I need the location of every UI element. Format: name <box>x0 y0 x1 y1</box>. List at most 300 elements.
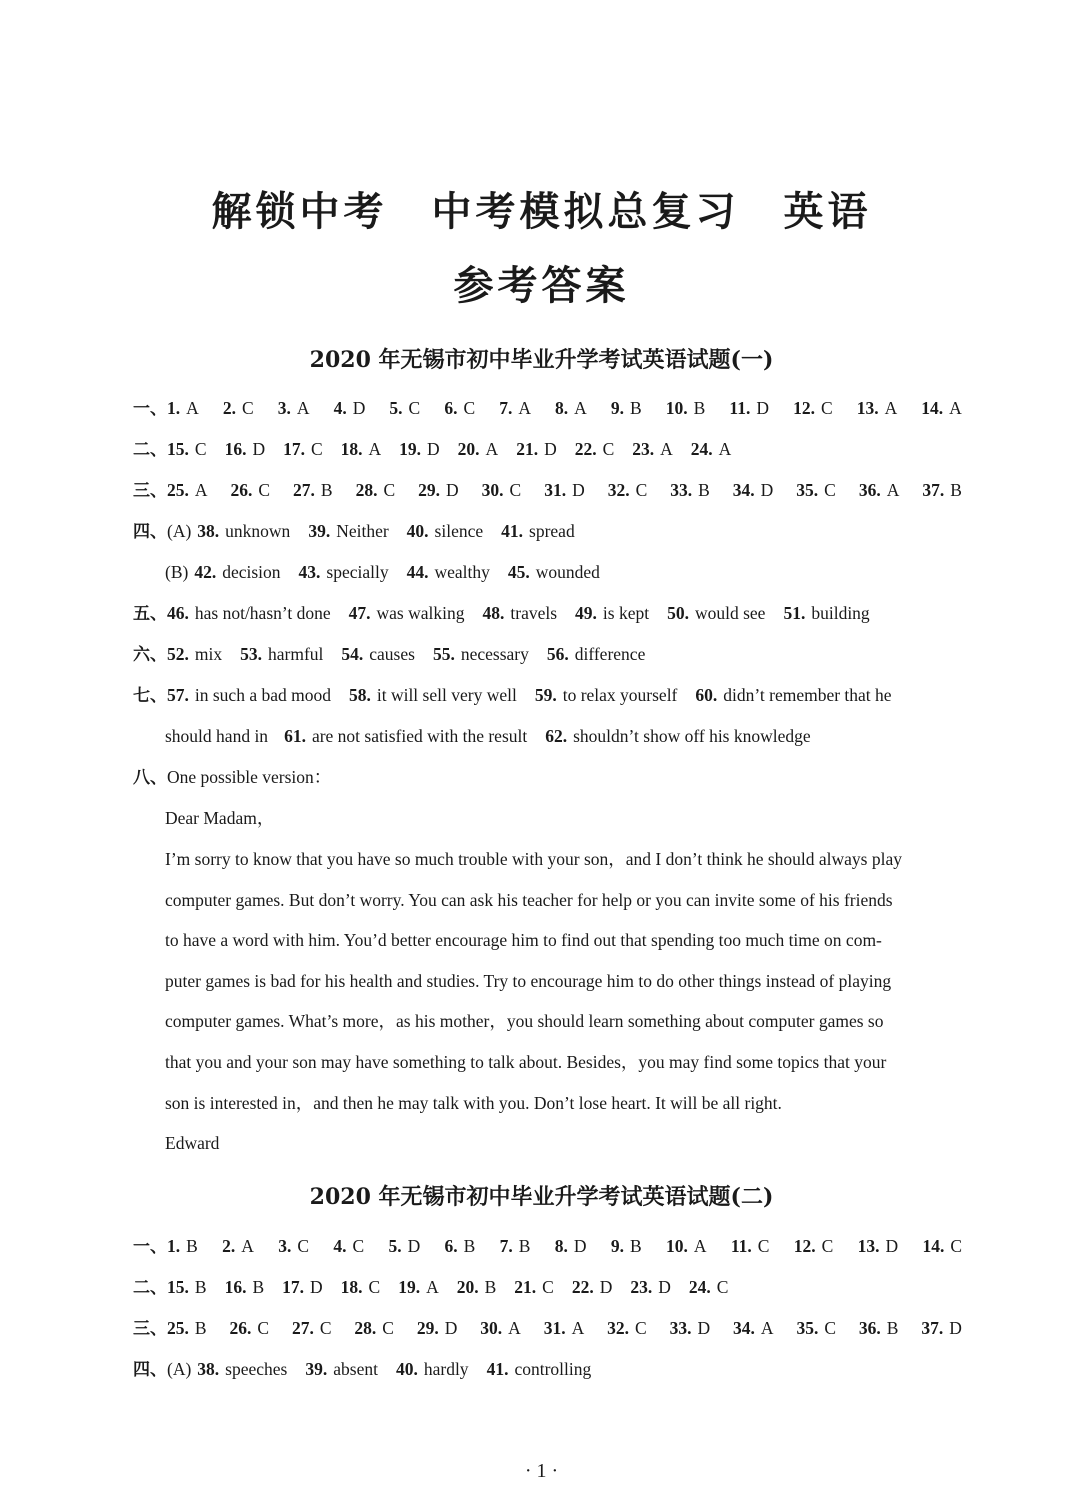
essay-line: to have a word with him. You’d better encourage him to find out that spending too much time on com- <box>165 930 882 951</box>
question-number: 7. <box>499 398 513 418</box>
answer-item <box>611 1234 642 1258</box>
answer-text: decision <box>222 562 281 582</box>
answer-text: C <box>602 439 615 459</box>
question-number: 61. <box>284 726 306 746</box>
answer-text: B <box>194 1318 207 1338</box>
question-number: 24. <box>688 1277 711 1297</box>
answer-item <box>487 1359 592 1379</box>
answer-item <box>607 1316 647 1340</box>
answer-text: controlling <box>514 1359 592 1379</box>
question-number: 55. <box>432 644 455 664</box>
question-number: 40. <box>395 1359 418 1379</box>
answer-text: are not satisfied with the result <box>311 726 528 746</box>
question-number: 38. <box>197 1359 220 1379</box>
answer-text: A <box>718 439 732 459</box>
question-number: 38. <box>197 521 220 541</box>
question-number: 31. <box>543 1318 566 1338</box>
answer-text: D <box>885 1236 899 1256</box>
question-number: 15. <box>167 1277 189 1297</box>
answer-item <box>167 1277 207 1297</box>
answer-item <box>167 439 207 459</box>
answer-text: wounded <box>535 562 600 582</box>
test2-heading: 2020 年无锡市初中毕业升学考试英语试题(二) <box>309 1184 774 1210</box>
answer-item <box>670 1316 711 1340</box>
answer-item <box>689 1277 729 1297</box>
answer-item <box>278 1234 309 1258</box>
question-number: 21. <box>516 439 539 459</box>
answer-text: C <box>368 1277 381 1297</box>
answer-item <box>921 1316 962 1340</box>
question-number: 27. <box>291 1318 314 1338</box>
question-number: 9. <box>610 1236 624 1256</box>
answer-text: C <box>824 1318 837 1338</box>
question-number: 12. <box>793 398 815 418</box>
question-number: 5. <box>389 398 403 418</box>
answer-item <box>231 478 271 502</box>
answer-text: B <box>698 480 710 500</box>
answer-text: C <box>820 398 833 418</box>
question-number: 10. <box>665 1236 688 1256</box>
answer-text: is kept <box>602 603 650 623</box>
answer-item <box>407 521 483 541</box>
answer-item <box>240 644 323 664</box>
question-number: 19. <box>399 439 422 459</box>
question-number: 31. <box>544 480 567 500</box>
question-number: 9. <box>610 398 625 418</box>
answer-text: B <box>186 1236 198 1256</box>
answer-item <box>458 439 499 459</box>
essay-line: computer games. What’s more，as his mother，you should learn something about computer games so <box>165 1011 884 1032</box>
answer-item <box>278 396 310 420</box>
test1-sec5-row <box>133 601 963 626</box>
question-number: 30. <box>480 1318 503 1338</box>
section-prefix: 一、 <box>133 1237 167 1257</box>
question-number: 37. <box>921 1318 944 1338</box>
question-number: 39. <box>308 521 331 541</box>
answer-item <box>398 1277 439 1297</box>
answer-text: D <box>599 1277 613 1297</box>
section-prefix: 八、 <box>133 768 167 788</box>
essay-line: puter games is bad for his health and studies. Try to encourage him to do other things instead of playing <box>165 970 892 991</box>
part-label: (B) <box>165 562 189 582</box>
answer-item <box>794 1234 834 1258</box>
question-number: 18. <box>340 1277 363 1297</box>
answer-continuation: should hand in <box>165 726 269 746</box>
answer-text: D <box>407 1236 421 1256</box>
answer-text: C <box>310 439 323 459</box>
answer-text: B <box>252 1277 265 1297</box>
test1-sec2-row <box>133 437 963 462</box>
question-number: 25. <box>167 480 189 500</box>
question-number: 6. <box>444 1236 458 1256</box>
answer-item <box>922 478 962 502</box>
answer-text: A <box>485 439 499 459</box>
question-number: 16. <box>224 439 247 459</box>
answer-text: C <box>258 480 271 500</box>
question-number: 32. <box>607 1318 630 1338</box>
answer-text: would see <box>694 603 766 623</box>
test2-sec3-row <box>133 1316 963 1341</box>
answer-item <box>796 478 836 502</box>
answer-item <box>282 1277 323 1297</box>
test1-heading: 2020 年无锡市初中毕业升学考试英语试题(一) <box>309 347 774 373</box>
answer-item <box>516 439 557 459</box>
answer-item <box>341 439 382 459</box>
question-number: 26. <box>230 480 253 500</box>
test2-sec2-row <box>133 1275 963 1300</box>
answer-text: C <box>257 1318 270 1338</box>
question-number: 17. <box>283 439 305 459</box>
question-number: 21. <box>514 1277 537 1297</box>
part-label: (A) <box>167 521 192 541</box>
answer-text: C <box>757 1236 770 1256</box>
test1-sec7-row-cont <box>165 724 995 748</box>
question-number: 12. <box>793 1236 816 1256</box>
question-number: 4. <box>333 398 347 418</box>
answer-text: D <box>573 1236 587 1256</box>
question-number: 57. <box>167 685 189 705</box>
answer-text: specially <box>326 562 389 582</box>
answer-text: A <box>760 1318 774 1338</box>
answer-item <box>544 478 585 502</box>
answer-item <box>547 644 645 664</box>
test1-sec3-row <box>133 478 963 503</box>
document-subtitle: 参考答案 <box>453 262 630 309</box>
question-number: 28. <box>354 1318 377 1338</box>
answer-text: B <box>886 1318 899 1338</box>
essay-signoff: Edward <box>165 1133 220 1153</box>
essay-line: son is interested in，and then he may talk with you. Don’t lose heart. It will be all right. <box>165 1092 782 1113</box>
answer-item <box>293 478 333 502</box>
answer-text: absent <box>333 1359 378 1379</box>
section-prefix: 五、 <box>133 604 167 624</box>
essay-greeting: Dear Madam， <box>165 808 275 828</box>
question-number: 22. <box>574 439 597 459</box>
answer-item <box>167 644 222 664</box>
question-number: 34. <box>732 480 755 500</box>
question-number: 40. <box>406 521 429 541</box>
answer-text: B <box>950 480 962 500</box>
answer-item <box>729 396 769 420</box>
answer-text: B <box>463 1236 476 1256</box>
question-number: 3. <box>277 398 291 418</box>
question-number: 20. <box>457 439 480 459</box>
answer-text: A <box>571 1318 585 1338</box>
answer-text: C <box>241 398 254 418</box>
question-number: 28. <box>355 480 378 500</box>
question-number: 4. <box>333 1236 347 1256</box>
answer-item <box>229 1316 269 1340</box>
section-prefix: 六、 <box>133 645 167 665</box>
question-number: 37. <box>922 480 945 500</box>
answer-item <box>418 478 459 502</box>
question-number: 33. <box>669 1318 692 1338</box>
question-number: 23. <box>630 1277 653 1297</box>
answer-text: A <box>426 1277 439 1297</box>
answer-item <box>356 478 396 502</box>
question-number: 50. <box>667 603 689 623</box>
answer-item <box>482 478 522 502</box>
answer-item <box>299 562 389 582</box>
answer-text: A <box>518 398 531 418</box>
question-number: 15. <box>167 439 189 459</box>
answer-item <box>167 603 331 623</box>
answer-item <box>399 439 440 459</box>
answer-item <box>691 439 732 459</box>
answer-text: D <box>544 439 557 459</box>
answer-item <box>333 1234 364 1258</box>
answer-text: C <box>383 480 396 500</box>
question-number: 35. <box>796 1318 819 1338</box>
answer-item <box>341 644 415 664</box>
question-number: 36. <box>858 1318 881 1338</box>
question-number: 53. <box>240 644 262 664</box>
question-number: 20. <box>456 1277 479 1297</box>
answer-text: D <box>310 1277 323 1297</box>
question-number: 11. <box>729 398 751 418</box>
answer-text: C <box>509 480 522 500</box>
answer-item <box>733 478 774 502</box>
answer-text: A <box>884 398 898 418</box>
question-number: 14. <box>922 1236 945 1256</box>
answer-item <box>167 1316 207 1340</box>
page-number: · 1 · <box>524 1460 559 1482</box>
question-number: 60. <box>695 685 718 705</box>
answer-item <box>167 478 208 502</box>
answer-text: C <box>635 1318 647 1338</box>
question-number: 1. <box>167 1236 181 1256</box>
answer-text: wealthy <box>434 562 490 582</box>
answer-text: building <box>811 603 870 623</box>
question-number: 6. <box>444 398 458 418</box>
question-number: 42. <box>194 562 217 582</box>
answer-item <box>555 396 587 420</box>
question-number: 26. <box>229 1318 252 1338</box>
question-number: 39. <box>305 1359 328 1379</box>
question-number: 49. <box>575 603 597 623</box>
answer-text: harmful <box>267 644 324 664</box>
answer-item <box>354 1316 394 1340</box>
answer-item <box>457 1277 497 1297</box>
answer-item <box>796 1316 836 1340</box>
answer-text: B <box>194 1277 207 1297</box>
answer-text: D <box>446 480 459 500</box>
answer-item <box>666 396 706 420</box>
answer-text: A <box>886 480 900 500</box>
answer-text: C <box>319 1318 332 1338</box>
answer-text: didn’t remember that he <box>723 685 892 705</box>
answer-item <box>389 396 420 420</box>
answer-item <box>167 1234 198 1258</box>
answer-text: C <box>382 1318 394 1338</box>
question-number: 45. <box>507 562 530 582</box>
answer-item <box>292 1316 332 1340</box>
answer-item <box>407 562 490 582</box>
section-prefix: 二、 <box>133 440 167 460</box>
question-number: 22. <box>571 1277 594 1297</box>
question-number: 16. <box>224 1277 247 1297</box>
answer-item <box>167 685 331 705</box>
question-number: 13. <box>857 1236 880 1256</box>
answer-item <box>922 1234 962 1258</box>
answer-item <box>341 1277 381 1297</box>
answer-item <box>535 685 678 705</box>
answer-item <box>921 396 962 420</box>
answer-item <box>572 1277 613 1297</box>
question-number: 25. <box>167 1318 189 1338</box>
answer-text: unknown <box>225 521 291 541</box>
answer-item <box>555 1234 587 1258</box>
answer-item <box>630 1277 671 1297</box>
question-number: 24. <box>690 439 713 459</box>
answer-item <box>859 478 900 502</box>
question-number: 59. <box>534 685 557 705</box>
answer-text: C <box>824 480 836 500</box>
question-number: 29. <box>416 1318 439 1338</box>
answer-text: C <box>635 480 648 500</box>
question-number: 30. <box>481 480 504 500</box>
answer-text: C <box>297 1236 310 1256</box>
question-number: 23. <box>632 439 655 459</box>
answer-item <box>194 562 280 582</box>
answer-text: B <box>320 480 333 500</box>
answer-item <box>667 603 765 623</box>
part-label: (A) <box>167 1359 192 1379</box>
question-number: 62. <box>545 726 568 746</box>
answer-item <box>611 396 642 420</box>
answer-text: to relax yourself <box>562 685 678 705</box>
section-prefix: 四、 <box>133 1360 167 1380</box>
answer-text: A <box>508 1318 521 1338</box>
answer-text: B <box>484 1277 497 1297</box>
answer-text: A <box>574 398 587 418</box>
test1-sec7-row <box>133 683 963 708</box>
question-number: 47. <box>348 603 371 623</box>
answer-text: A <box>368 439 382 459</box>
answer-item <box>417 1316 458 1340</box>
question-number: 1. <box>167 398 181 418</box>
answer-text: travels <box>510 603 558 623</box>
answer-text: A <box>241 1236 254 1256</box>
question-number: 41. <box>486 1359 509 1379</box>
answer-item <box>500 1234 531 1258</box>
answer-item <box>859 1316 899 1340</box>
question-number: 43. <box>298 562 321 582</box>
section-prefix: 一、 <box>133 399 167 419</box>
answer-text: C <box>408 398 421 418</box>
answer-text: silence <box>434 521 484 541</box>
question-number: 13. <box>856 398 879 418</box>
question-number: 5. <box>388 1236 402 1256</box>
answer-item <box>695 685 891 705</box>
answer-text: B <box>630 398 642 418</box>
question-number: 29. <box>418 480 441 500</box>
answer-item <box>501 521 575 541</box>
essay-line: that you and your son may have something to talk about. Besides，you may find some topics that your <box>165 1052 887 1072</box>
answer-item <box>197 521 290 541</box>
answer-item <box>388 1234 420 1258</box>
answer-text: B <box>518 1236 531 1256</box>
test1-sec4a-row <box>133 519 963 544</box>
answer-text: D <box>427 439 440 459</box>
answer-item <box>396 1359 469 1379</box>
answer-text: D <box>444 1318 458 1338</box>
question-number: 35. <box>796 480 819 500</box>
answer-text: A <box>194 480 208 500</box>
answer-text: C <box>194 439 207 459</box>
question-number: 2. <box>222 398 236 418</box>
question-number: 41. <box>501 521 524 541</box>
answer-text: A <box>693 1236 707 1256</box>
answer-item <box>483 603 558 623</box>
answer-item <box>733 1316 774 1340</box>
answer-item <box>308 521 388 541</box>
answer-item <box>349 603 465 623</box>
test1-sec6-row <box>133 642 963 667</box>
answer-item <box>305 1359 378 1379</box>
question-number: 34. <box>733 1318 755 1338</box>
answer-item <box>545 726 810 746</box>
answer-text: Neither <box>336 521 389 541</box>
question-number: 8. <box>555 398 569 418</box>
answer-text: C <box>352 1236 365 1256</box>
answer-text: A <box>660 439 673 459</box>
answer-item <box>731 1234 770 1258</box>
answer-item <box>444 396 475 420</box>
answer-text: A <box>296 398 310 418</box>
answer-item <box>514 1277 554 1297</box>
question-number: 52. <box>167 644 189 664</box>
answer-text: hardly <box>423 1359 469 1379</box>
answer-text: C <box>542 1277 554 1297</box>
question-number: 7. <box>499 1236 513 1256</box>
question-number: 32. <box>607 480 630 500</box>
question-number: 46. <box>167 603 189 623</box>
answer-text: D <box>658 1277 671 1297</box>
answer-item <box>499 396 531 420</box>
answer-text: difference <box>574 644 646 664</box>
question-number: 58. <box>348 685 371 705</box>
essay-line: computer games. But don’t worry. You can ask his teacher for help or you can invite some of his friends <box>165 889 893 910</box>
question-number: 36. <box>858 480 881 500</box>
answer-item <box>167 396 199 420</box>
answer-text: C <box>950 1236 962 1256</box>
question-number: 2. <box>222 1236 236 1256</box>
answer-item <box>445 1234 476 1258</box>
answer-text: A <box>186 398 199 418</box>
answer-text: D <box>949 1318 962 1338</box>
answer-text: in such a bad mood <box>194 685 331 705</box>
answer-item <box>334 396 366 420</box>
answer-text: speeches <box>225 1359 288 1379</box>
answer-item <box>575 439 615 459</box>
essay-intro: One possible version： <box>167 767 332 787</box>
section-prefix: 七、 <box>133 686 167 706</box>
answer-text: has not/hasn’t done <box>194 603 331 623</box>
answer-item <box>608 478 648 502</box>
test1-sec8-intro <box>133 765 963 790</box>
answer-item <box>575 603 649 623</box>
answer-text: B <box>629 1236 642 1256</box>
answer-item <box>793 396 833 420</box>
answer-item <box>223 396 254 420</box>
answer-item <box>670 478 710 502</box>
answer-text: necessary <box>460 644 529 664</box>
answer-text: shouldn’t show off his knowledge <box>573 726 811 746</box>
answer-text: A <box>949 398 962 418</box>
question-number: 8. <box>554 1236 568 1256</box>
answer-text: causes <box>369 644 415 664</box>
